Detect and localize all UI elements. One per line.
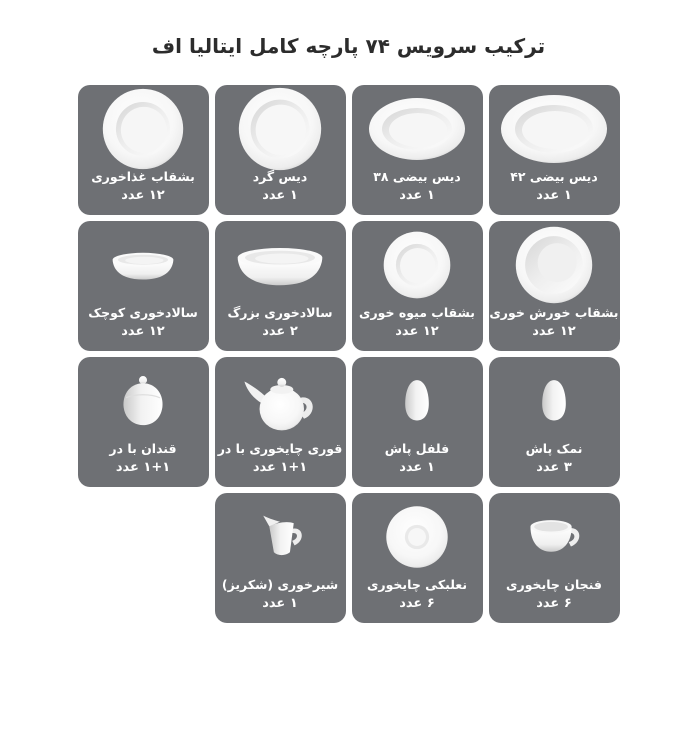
item-name: نمک پاش <box>525 441 583 456</box>
tile-round-platter <box>215 85 346 215</box>
item-count: ۱ عدد <box>262 188 298 203</box>
fruit-plate-icon <box>352 221 483 305</box>
tile-fruit-plate <box>352 221 483 351</box>
tile-stew-plate <box>489 221 620 351</box>
item-count: ۱ عدد <box>399 460 435 475</box>
small-salad-bowl-icon <box>78 221 209 305</box>
tile-teapot <box>215 357 346 487</box>
tile-dinner-plate <box>78 85 209 215</box>
tile-creamer <box>215 493 346 623</box>
item-name: بشقاب خورش خوری <box>489 305 619 320</box>
item-name: قوری چایخوری با در <box>217 441 343 456</box>
item-count: ۱ عدد <box>536 188 572 203</box>
tile-tea-saucer <box>352 493 483 623</box>
item-name: نعلبکی چایخوری <box>366 577 468 592</box>
items-grid <box>0 85 697 623</box>
oval-platter-38-icon <box>352 85 483 169</box>
item-name: بشقاب غذاخوری <box>91 169 195 184</box>
item-count: ۱۲ عدد <box>121 324 165 339</box>
oval-platter-42-icon <box>489 85 620 169</box>
item-count: ۱+۱ عدد <box>252 460 308 475</box>
item-name: سالادخوری بزرگ <box>227 305 333 320</box>
tea-saucer-icon <box>352 493 483 577</box>
item-count: ۱۲ عدد <box>121 188 165 203</box>
item-count: ۱ عدد <box>399 188 435 203</box>
tile-small-salad-bowl <box>78 221 209 351</box>
sugar-bowl-icon <box>78 357 209 441</box>
item-name: قندان با در <box>109 441 177 456</box>
item-count: ۶ عدد <box>536 596 572 611</box>
item-name: دیس گرد <box>252 169 308 184</box>
tile-oval-platter-38 <box>352 85 483 215</box>
salt-shaker-icon <box>489 357 620 441</box>
tile-sugar-bowl <box>78 357 209 487</box>
stew-plate-icon <box>489 221 620 305</box>
item-name: فنجان چایخوری <box>506 577 602 592</box>
tile-teacup <box>489 493 620 623</box>
item-count: ۱ عدد <box>262 596 298 611</box>
tile-pepper-shaker <box>352 357 483 487</box>
tile-oval-platter-42 <box>489 85 620 215</box>
tile-salt-shaker <box>489 357 620 487</box>
teacup-icon <box>489 493 620 577</box>
page-title: ترکیب سرویس ۷۴ پارچه کامل ایتالیا اف <box>151 34 546 58</box>
item-name: بشقاب میوه خوری <box>359 305 475 320</box>
item-name: فلفل پاش <box>384 441 450 456</box>
item-count: ۱۲ عدد <box>532 324 576 339</box>
tile-large-salad-bowl <box>215 221 346 351</box>
item-count: ۱+۱ عدد <box>115 460 171 475</box>
item-count: ۱۲ عدد <box>395 324 439 339</box>
round-platter-icon <box>215 85 346 169</box>
item-count: ۶ عدد <box>399 596 435 611</box>
item-count: ۳ عدد <box>536 460 572 475</box>
large-salad-bowl-icon <box>215 221 346 305</box>
pepper-shaker-icon <box>352 357 483 441</box>
item-name: دیس بیضی ۴۲ <box>510 169 598 184</box>
item-count: ۲ عدد <box>262 324 298 339</box>
teapot-icon <box>215 357 346 441</box>
item-name: شیرخوری (شکریز) <box>221 577 339 592</box>
creamer-icon <box>215 493 346 577</box>
item-name: دیس بیضی ۳۸ <box>373 169 461 184</box>
dinner-plate-icon <box>78 85 209 169</box>
infographic-page <box>0 34 697 729</box>
item-name: سالادخوری کوچک <box>88 305 198 320</box>
